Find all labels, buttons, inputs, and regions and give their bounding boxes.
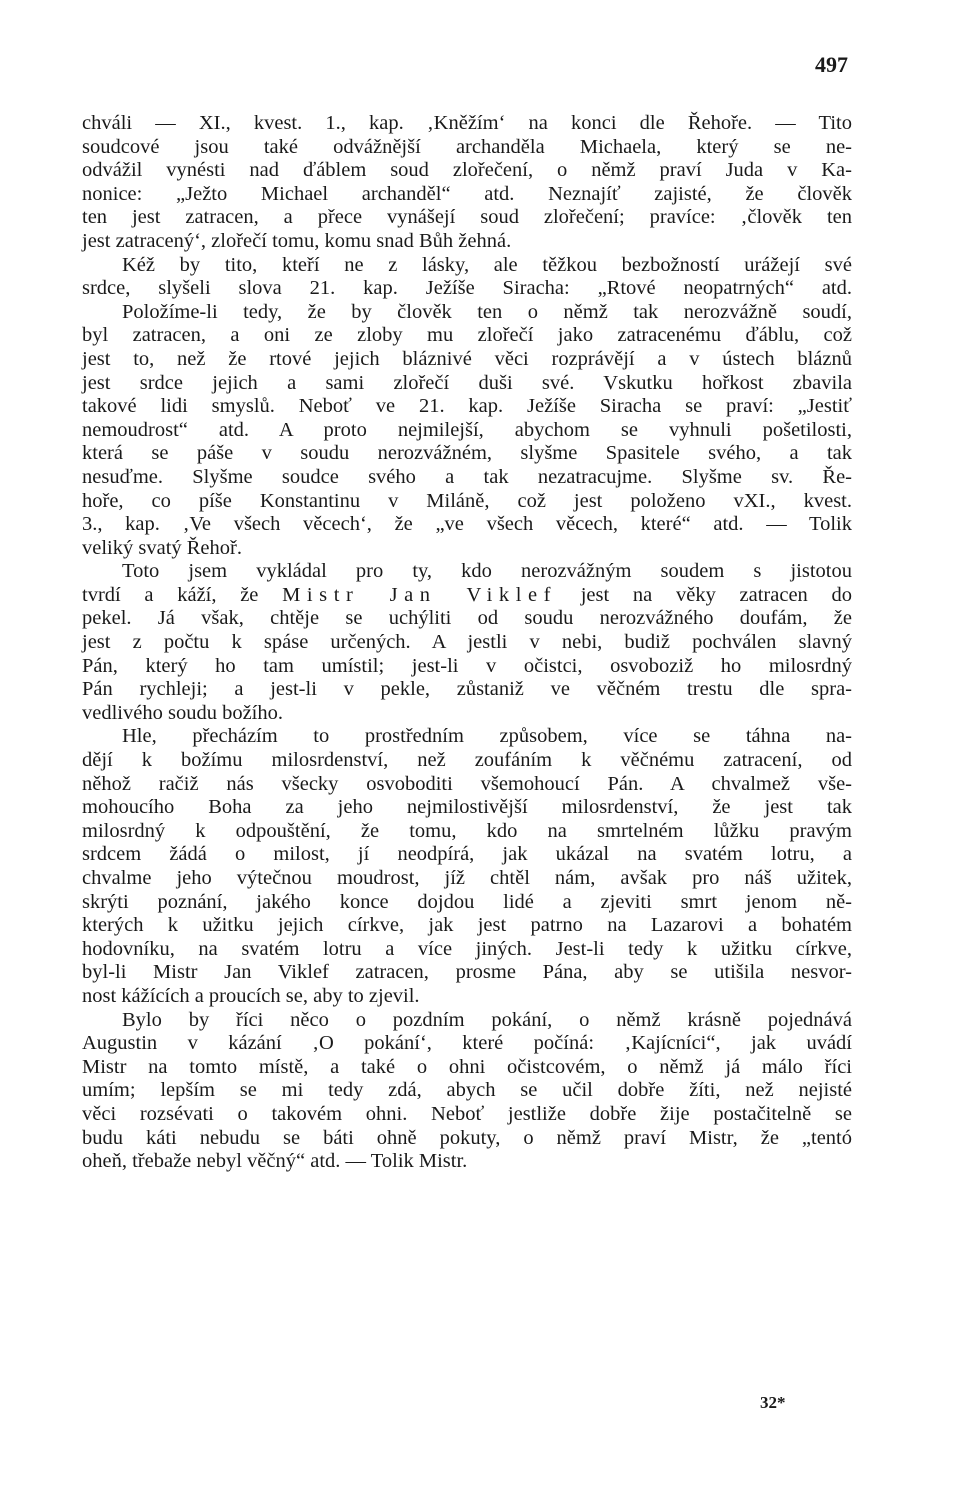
page-number: 497	[815, 52, 848, 77]
text-line: něhož račiž nás všecky osvoboditi všemohoucí Pán. A chvalmež vše-	[82, 772, 852, 795]
text-line: skrýti poznání, jakého konce dojdou lidé a zjeviti smrt jenom ně-	[82, 890, 852, 913]
text-line: odvážil vynésti nad ďáblem soud zlořečení, o němž praví Juda v Ka-	[82, 159, 852, 182]
text-line: mohoucího Boha za jeho nejmilostivější milosrdenství, že jest tak	[82, 796, 852, 819]
text-line: pekel. Já však, chtěje se uchýliti od soudu nerozvážného doufám, že	[82, 607, 852, 630]
text-line: takové lidi smyslů. Neboť ve 21. kap. Ježíše Siracha se praví: „Jestiť	[82, 395, 852, 418]
text-line: Položíme-li tedy, že by člověk ten o němž tak nerozvážně soudí,	[122, 300, 852, 323]
text-line: byl zatracen, a oni ze zloby mu zlořečí jako zatracenému ďáblu, což	[82, 324, 852, 347]
text-line: jest zatracený‘, zlořečí tomu, komu snad Bůh žehná.	[82, 229, 512, 252]
text-line: srdce, slyšeli slova 21. kap. Ježíše Siracha: „Rtové neopatrných“ atd.	[82, 277, 852, 300]
text-line: nost kážících a proucích se, aby to zjevil.	[82, 984, 420, 1007]
text-line: 3., kap. ‚Ve všech věcech‘, že „ve všech věcech, které“ atd. — Tolik	[82, 513, 852, 536]
text-line: byl-li Mistr Jan Viklef zatracen, prosme Pána, aby se utišila nesvor-	[82, 961, 852, 984]
text-line: nonice: „Ježto Michael archanděl“ atd. Neznajíť zajisté, že člověk	[82, 182, 852, 205]
text-line: tvrdí a káží, že Mistr Jan Viklef jest na věky zatracen do	[82, 583, 853, 606]
text-line: Bylo by říci něco o pozdním pokání, o němž krásně pojednává	[122, 1008, 852, 1031]
text-line: jest to, než že rtové jejich bláznivé věci rozprávějí a v ústech bláznů	[82, 347, 852, 370]
text-line: Hle, přecházím to prostředním způsobem, více se táhna na-	[122, 725, 852, 748]
text-line: Pán rychleji; a jest-li v pekle, zůstaniž ve věčném trestu dle spra-	[82, 678, 852, 701]
text-line: vedlivého soudu božího.	[82, 701, 283, 724]
text-line: srdcem žádá o milost, jí neodpírá, jak ukázal na svatém lotru, a	[82, 843, 852, 866]
printer-signature-mark: 32*	[760, 1393, 786, 1412]
body-text	[82, 112, 852, 1174]
text-line: která se páše v soudu nerozvážném, slyšme Spasitele svého, a tak	[82, 442, 852, 465]
text-line: nesuďme. Slyšme soudce svého a tak nezatracujme. Slyšme sv. Ře-	[82, 465, 852, 488]
text-line: jest srdce jejich a sami zlořečí duši své. Vskutku hořkost zbavila	[82, 371, 852, 394]
text-line: veliký svatý Řehoř.	[82, 536, 242, 559]
text-line: hodovníku, na svatém lotru a více jiných. Jest-li tedy k užitku církve,	[82, 937, 852, 960]
text-line: hoře, co píše Konstantinu v Miláně, což jest položeno vXI., kvest.	[82, 489, 852, 512]
text-line: ten jest zatracen, a přece vynášejí soud zlořečení; pravíce: ‚člověk ten	[82, 206, 852, 229]
text-line: kterých k užitku jejich církve, jak jest patrno na Lazarovi a bohatém	[82, 914, 852, 937]
text-line: chvalme jeho výtečnou moudrost, jíž chtěl nám, avšak pro náš užitek,	[82, 867, 852, 889]
spaced-name: Mistr Jan Viklef	[282, 583, 558, 606]
text-line: Pán, který ho tam umístil; jest-li v očistci, osvoboziž ho milosrdný	[82, 654, 852, 677]
text-line: umím; lepším se mi tedy zdá, abych se učil dobře žíti, než nejisté	[82, 1079, 852, 1102]
text-line: soudcové jsou také odvážnější archanděla Michaela, který se ne-	[82, 135, 852, 158]
text-line: jest z počtu k spáse určených. A jestli v nebi, budiž pochválen slavný	[82, 631, 852, 654]
text-line: Augustin v kázání ‚O pokání‘, které počíná: ‚Kajícníci“, jak uvádí	[82, 1032, 852, 1055]
text-line: Toto jsem vykládal pro ty, kdo nerozvážným soudem s jistotou	[122, 560, 852, 583]
text-line: budu káti nebudu se báti ohně pokuty, o němž praví Mistr, že „tentó	[82, 1126, 852, 1149]
text-line: Mistr na tomto místě, a také o ohni očistcovém, o němž já málo říci	[82, 1055, 852, 1078]
text-line: Kéž by tito, kteří ne z lásky, ale těžkou bezbožností urážejí své	[122, 253, 852, 276]
text-line: nemoudrost“ atd. A proto nejmilejší, abychom se vyhnuli pošetilosti,	[82, 418, 852, 441]
text-line: chváli — XI., kvest. 1., kap. ‚Kněžím‘ na konci dle Řehoře. — Tito	[82, 112, 852, 134]
text-line: dějí k božímu milosrdenství, než zoufáním k věčnému zatracení, od	[82, 749, 852, 772]
text-line: milosrdný k odpouštění, že tomu, kdo na smrtelném lůžku pravým	[82, 819, 852, 842]
text-line: oheň, třebaže nebyl věčný“ atd. — Tolik Mistr.	[82, 1150, 468, 1173]
text-line: věci rozsévati o takovém ohni. Neboť jestliže dobře žije postačitelně se	[82, 1102, 852, 1125]
